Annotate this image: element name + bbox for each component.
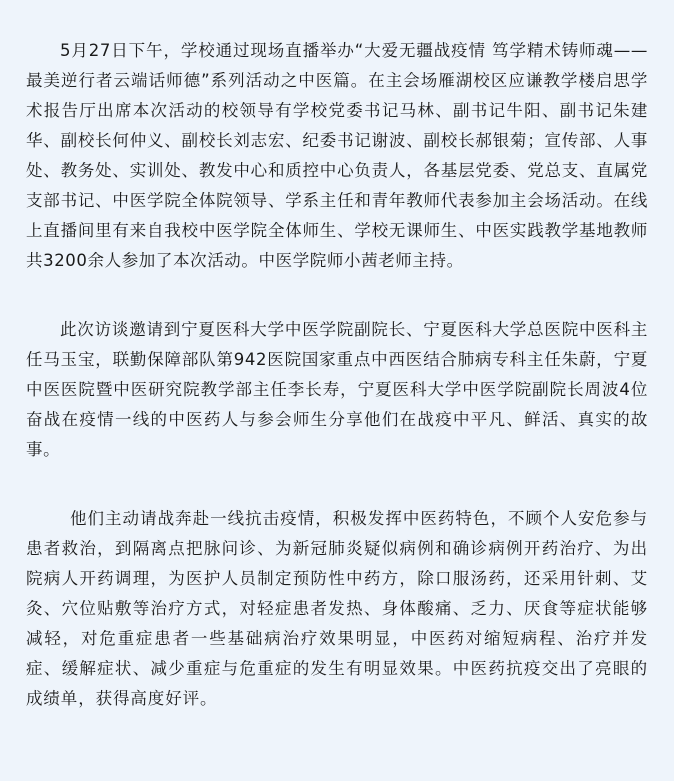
paragraph-event-intro: 5月27日下午，学校通过现场直播举办“大爱无疆战疫情 笃学精术铸师魂——最美逆行者云端话师德”系列活动之中医篇。在主会场雁湖校区应谦教学楼启思学术报告厅出席本次活动的校领导有学校党委书记马林、副书记牛阳、副书记朱建华、副校长何仲义、副校长刘志宏、纪委书记谢波、副校长郝银菊；宣传部、人事处、教务处、实训处、教发中心和质控中心负责人，各基层党委、党总支、直属党支部书记、中医学院全体院领导、学系主任和青年教师代表参加主会场活动。在线上直播间里有来自我校中医学院全体师生、学校无课师生、中医实践教学基地教师共3200余人参加了本次活动。中医学院师小茜老师主持。 xyxy=(26,41,648,270)
paragraph-tcm-contribution: 他们主动请战奔赴一线抗击疫情，积极发挥中医药特色，不顾个人安危参与患者救治，到隔离点把脉问诊、为新冠肺炎疑似病例和确诊病例开药治疗、为出院病人开药调理，为医护人员制定预防性中药方，除口服汤药，还采用针刺、艾灸、穴位贴敷等治疗方式，对轻症患者发热、身体酸痛、乏力、厌食等症状能够减轻，对危重症患者一些基础病治疗效果明显，中医药对缩短病程、治疗并发症、缓解症状、减少重症与危重症的发生有明显效果。中医药抗疫交出了亮眼的成绩单，获得高度好评。 xyxy=(26,509,648,708)
paragraph-guests: 此次访谈邀请到宁夏医科大学中医学院副院长、宁夏医科大学总医院中医科主任马玉宝，联勤保障部队第942医院国家重点中西医结合肺病专科主任朱蔚，宁夏中医医院暨中医研究院教学部主任李长寿，宁夏医科大学中医学院副院长周波4位奋战在疫情一线的中医药人与参会师生分享他们在战疫中平凡、鲜活、真实的故事。 xyxy=(26,320,648,459)
